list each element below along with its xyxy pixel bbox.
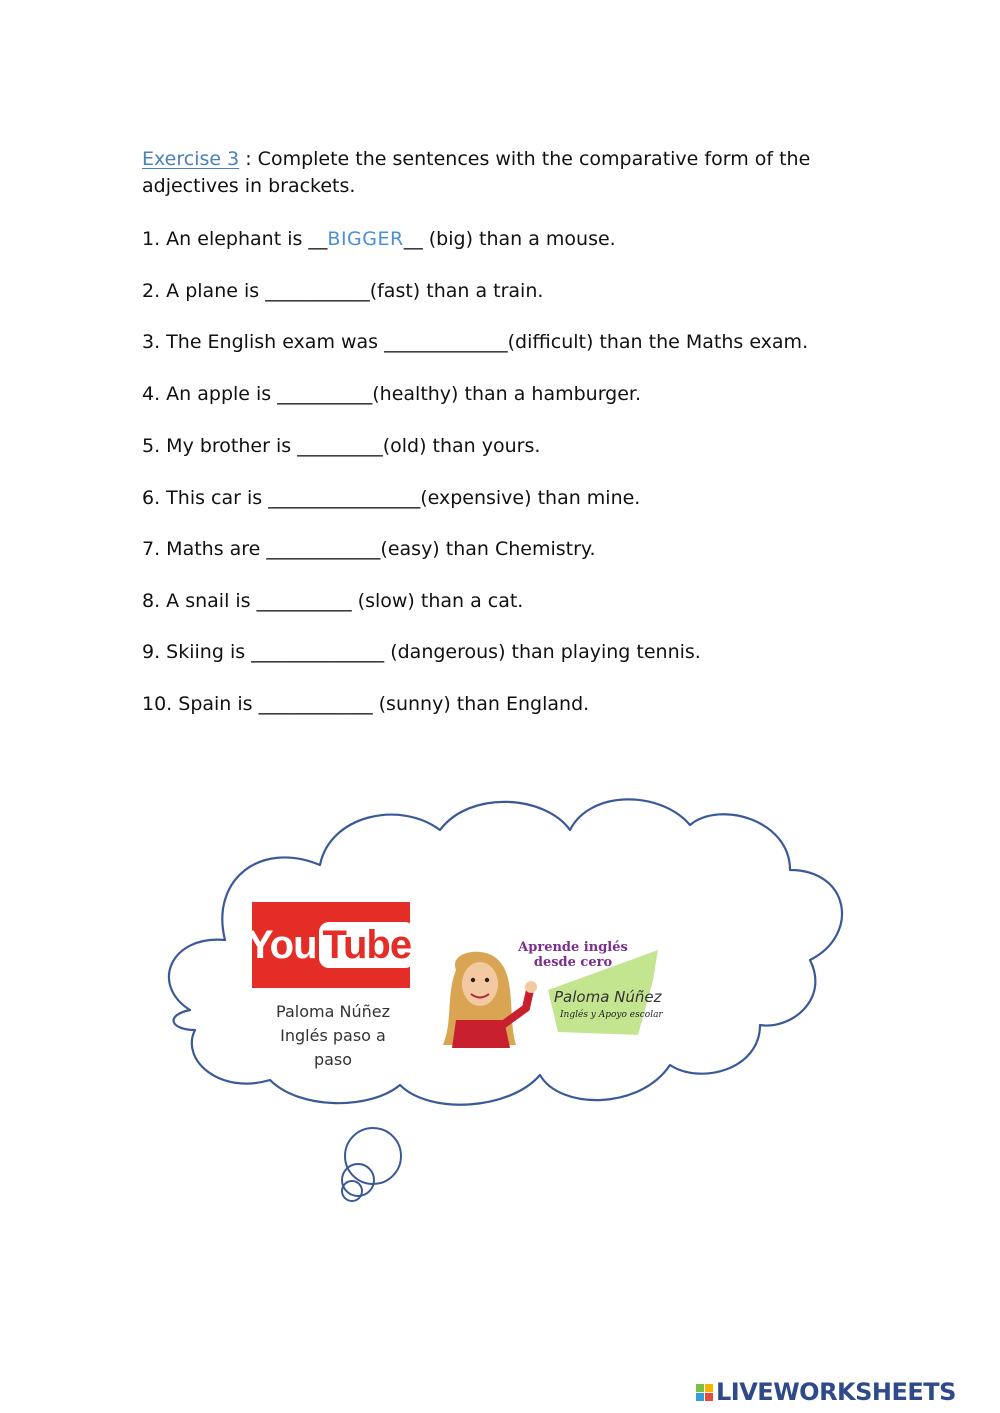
answer-field-3[interactable]: _____________ xyxy=(384,331,508,353)
sentence-text: This car is xyxy=(160,487,269,509)
waving-hand xyxy=(525,981,537,993)
sentence-text: __ (big) than a mouse. xyxy=(403,228,616,250)
sentence-text: (easy) than Chemistry. xyxy=(380,538,596,560)
sentence-number: 9. xyxy=(142,641,161,663)
answer-field-5[interactable]: _________ xyxy=(297,435,383,457)
liveworksheets-icon xyxy=(696,1384,713,1401)
sentence-number: 6. xyxy=(142,487,161,509)
left-eye xyxy=(471,978,475,982)
sentence-text: (dangerous) than playing tennis. xyxy=(384,641,701,663)
sentence-text: (expensive) than mine. xyxy=(420,487,641,509)
exercise-label: Exercise 3 xyxy=(142,148,240,170)
sentence-text: A snail is xyxy=(160,590,257,612)
youtube-caption xyxy=(258,1000,408,1072)
sentence-text: Spain is xyxy=(172,693,259,715)
caption-line: Paloma Núñez xyxy=(276,1002,390,1021)
caption-line: paso xyxy=(313,1050,353,1069)
brand-aprende-text xyxy=(498,940,648,970)
answer-field-7[interactable]: ____________ xyxy=(266,538,381,560)
sentence-text: (old) than yours. xyxy=(382,435,541,457)
sentence-number: 10. xyxy=(142,693,173,715)
aprende-line: desde cero xyxy=(533,955,613,970)
sentence-number: 1. xyxy=(142,228,161,250)
answer-field-6[interactable]: ________________ xyxy=(268,487,421,509)
answer-field-10[interactable]: ____________ xyxy=(258,693,373,715)
right-eye xyxy=(485,978,489,982)
answer-field-4[interactable]: __________ xyxy=(277,383,373,405)
sentence-text: (difficult) than the Maths exam. xyxy=(507,331,809,353)
sentence-text: An elephant is __ xyxy=(160,228,328,250)
youtube-logo-you: You xyxy=(246,922,317,967)
sentence-number: 7. xyxy=(142,538,161,560)
sentence-number: 2. xyxy=(142,280,161,302)
sentence-number: 8. xyxy=(142,590,161,612)
sentence-text: My brother is xyxy=(160,435,298,457)
sentence-text: Skiing is xyxy=(160,641,252,663)
liveworksheets-text: LIVEWORKSHEETS xyxy=(716,1378,956,1406)
sentence-text: An apple is xyxy=(160,383,278,405)
thought-bubble-small xyxy=(342,1181,362,1201)
youtube-logo-tube: Tube xyxy=(319,922,416,968)
sentence-text: A plane is xyxy=(160,280,266,302)
brand-name: Paloma Núñez xyxy=(554,988,662,1006)
sentence-number: 3. xyxy=(142,331,161,353)
caption-line: Inglés paso a xyxy=(280,1026,386,1045)
sentence-text: (sunny) than England. xyxy=(372,693,590,715)
answer-field-2[interactable]: ___________ xyxy=(265,280,370,302)
exercise-instruction-text: : Complete the sentences with the comparative form of the adjectives in brackets. xyxy=(142,148,811,197)
sentence-text: (slow) than a cat. xyxy=(351,590,524,612)
brand-subtitle: Inglés y Apoyo escolar xyxy=(560,1010,663,1020)
liveworksheets-logo[interactable] xyxy=(696,1378,956,1406)
aprende-line: Aprende inglés xyxy=(518,940,628,955)
sentence-text: Maths are xyxy=(160,538,267,560)
youtube-logo[interactable] xyxy=(246,902,412,988)
face-shape xyxy=(462,962,498,1006)
answer-field-8[interactable]: __________ xyxy=(256,590,352,612)
sentence-text: The English exam was xyxy=(160,331,385,353)
sentence-text: (healthy) than a hamburger. xyxy=(372,383,642,405)
answer-field-1[interactable]: BIGGER xyxy=(327,228,404,250)
sentence-text: (fast) than a train. xyxy=(369,280,544,302)
answer-field-9[interactable]: ______________ xyxy=(251,641,385,663)
sentence-number: 5. xyxy=(142,435,161,457)
sentence-number: 4. xyxy=(142,383,161,405)
